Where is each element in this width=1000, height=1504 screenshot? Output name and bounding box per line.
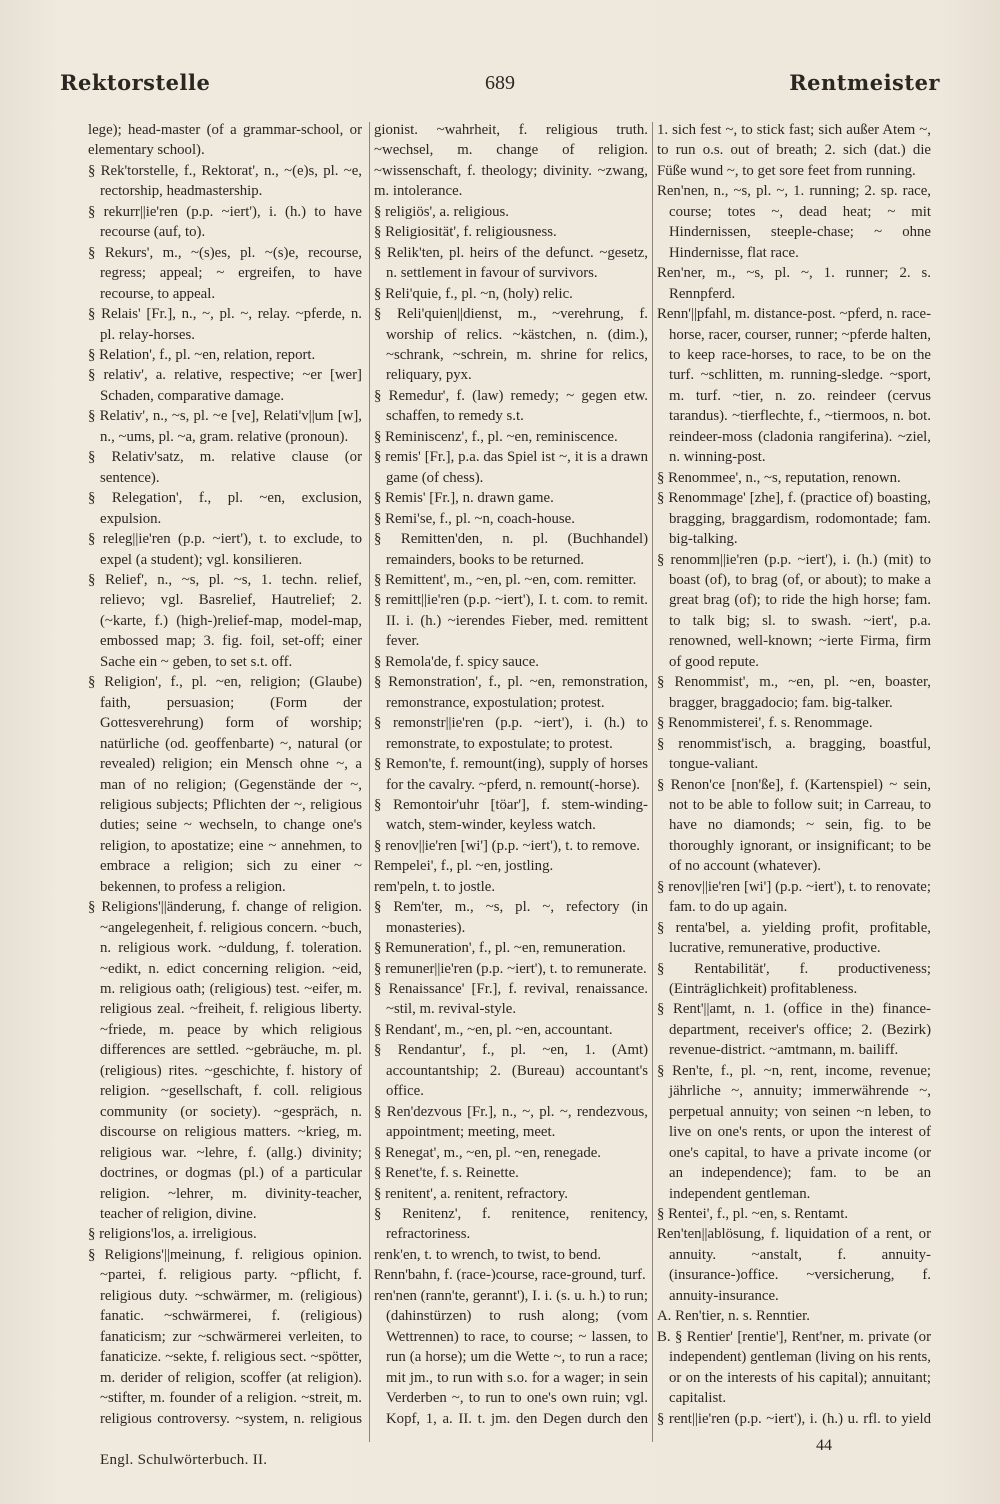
dictionary-entry: § remonstr||ie'ren (p.p. ~iert'), i. (h.) to remonstrate, to expostulate; to protest. [374,715,648,752]
dictionary-entry: § Religions'||änderung, f. change of religion. ~angelegenheit, f. religious concern. ~buch, n. religious work. ~duldung, f. toleration. ~edikt, n. edict concerning religion. ~eid, m. religious oath; (religious) test. ~eifer, m. religious zeal. ~freiheit, f. religious liberty. ~friede, m. peace by which religious differences are settled. ~gebräuche, m. pl. (religious) rites. ~geschichte, f. history of religion. ~gesellschaft, f. coll. religious community (or society). ~gespräch, n. discourse on religious matters. ~krieg, m. religious war. ~lehre, f. (allg.) divinity; doctrines, or dogmas (pl.) of a particular religion. ~lehrer, m. divinity-teacher, teacher of religion, divine. [88,899,362,1223]
dictionary-entry: § Rem'ter, m., ~s, pl. ~, refectory (in monasteries). [374,899,648,936]
dictionary-entry: § renitent', a. renitent, refractory. [374,1185,568,1202]
dictionary-entry: § Ren'te, f., pl. ~n, rent, income, revenue; jährliche ~, annuity; immerwährende ~, perpetual annuity; von seinen ~n leben, to live on one's rents, or upon the interest of one's capital, to have a private income (or an independence); fam. to be an independent gentleman. [657,1062,931,1202]
dictionary-entry: 1. sich fest ~, to stick fast; sich außer Atem ~, to run o.s. out of breath; 2. sich (dat.) die Füße wund ~, to get sore feet from running. [657,122,931,179]
dictionary-entry: renk'en, t. to wrench, to twist, to bend. [374,1246,602,1263]
dictionary-entry: § Rent'||amt, n. 1. (office in the) finance-department, receiver's office; 2. (Bezirk) revenue-district. ~amtmann, m. bailiff. [657,1001,931,1059]
dictionary-entry: § renov||ie'ren [wi'] (p.p. ~iert'), t. to renovate; fam. to do up again. [657,878,931,916]
dictionary-entry: § Renegat', m., ~en, pl. ~en, renegade. [374,1144,601,1161]
page-number: 689 [485,72,515,94]
dictionary-entry: § Remi'se, f., pl. ~n, coach-house. [374,510,575,527]
dictionary-entry: § Reli'quien||dienst, m., ~verehrung, f. worship of relics. ~kästchen, n. (dim.), ~schrank, ~schrein, m. shrine for relics, reliquary, pyx. [374,306,648,384]
dictionary-entry: § Rentabilität', f. productiveness; (Einträglichkeit) profitableness. [657,960,931,998]
dictionary-entry: § relativ', a. relative, respective; ~er [wer] Schaden, comparative damage. [88,367,362,404]
dictionary-entry: § Religion', f., pl. ~en, religion; (Glaube) faith, persuasion; (Form der Gottesverehrung) form of worship; natürliche (od. geoffenbarte) ~, natural (or revealed) religion; ein Mensch ohne ~, a man of no religion; (Gegenstände der ~, religious subjects; Pflichten der ~, religious duties; seine ~ wechseln, to change one's religion, to apostatize; eine ~ annehmen, to embrace a religion; sich zu einer ~ bekennen, to profess a religion. [88,674,362,895]
running-head-left: Rektorstelle [60,70,211,95]
dictionary-entry: § Rekurs', m., ~(s)es, pl. ~(s)e, recourse, regress; appeal; ~ ergreifen, to have recourse, to appeal. [88,244,362,302]
dictionary-entry: ren'nen (rann'te, gerannt'), I. i. (s. u. h.) to run; (dahinstürzen) to rush along; (vom Wettrennen) to race, to course; ~ lassen, to run (a horse); um die Wette ~, to run a race; mit jm., to run with s.o. for a wager; in sein Verderben ~, to run to one's own ruin; vgl. Kopf, 1, a. II. t. jm. den Degen durch den [374,1287,648,1427]
dictionary-entry: § Rentei', f., pl. ~en, s. Rentamt. [657,1206,849,1223]
dictionary-entry: § religions'los, a. irreligious. [88,1226,257,1243]
dictionary-entry: § Remon'te, f. remount(ing), supply of horses for the cavalry. ~pferd, n. remount(-horse). [374,756,648,793]
dictionary-entry: § remuner||ie'ren (p.p. ~iert'), t. to remunerate. [374,960,647,977]
column-1 [88,120,362,1430]
dictionary-entry: § Renitenz', f. renitence, renitency, refractoriness. [374,1206,648,1243]
dictionary-entry: lege); head-master (of a grammar-school, or elementary school). [88,122,362,159]
text-columns [88,120,940,1427]
dictionary-entry: § Remedur', f. (law) remedy; ~ gegen etw. schaffen, to remedy s.t. [374,387,648,425]
dictionary-entry: § Renommee', n., ~s, reputation, renown. [657,469,901,486]
dictionary-entry: § Relais' [Fr.], n., ~, pl. ~, relay. ~pferde, n. pl. relay-horses. [88,306,362,343]
running-head-right: Rentmeister [789,70,940,95]
dictionary-entry: § renomm||ie'ren (p.p. ~iert'), i. (h.) (mit) to boast (of), to brag (of, or about); to make a great brag (of); to ride the high horse; fam. to talk big; sl. to swash. ~iert', p.a. renowned, well-known; ~ierte Firma, firm of good repute. [657,551,931,670]
dictionary-entry: § rent||ie'ren (p.p. ~iert'), i. (h.) u. rfl. to yield [657,1410,931,1427]
dictionary-entry: § Remuneration', f., pl. ~en, remuneration. [374,940,626,957]
dictionary-entry: § Rek'torstelle, f., Rektorat', n., ~(e)s, pl. ~e, rectorship, headmastership. [88,162,362,200]
dictionary-entry: § renommist'isch, a. bragging, boastful, tongue-valiant. [657,735,931,773]
dictionary-entry: § Relegation', f., pl. ~en, exclusion, expulsion. [88,490,362,527]
dictionary-entry: § Remittent', m., ~en, pl. ~en, com. remitter. [374,571,637,588]
dictionary-entry: § Religions'||meinung, f. religious opinion. ~partei, f. religious party. ~pflicht, f. religious duty. ~schwärmer, m. (religious) fanatic. ~schwärmerei, f. (religious) fanaticism; zur ~schwärmerei verleiten, to fanaticize. ~sekte, f. religious sect. ~spötter, m. derider of religion, scoffer (at religion). ~stifter, m. founder of a religion. ~streit, m. religious controversy. ~system, n. religious [88,1246,362,1427]
dictionary-entry: § Reminiscenz', f., pl. ~en, reminiscence. [374,428,618,445]
dictionary-entry: § Renet'te, f. s. Reinette. [374,1165,519,1182]
dictionary-entry: § releg||ie'ren (p.p. ~iert'), t. to exclude, to expel (a student); vgl. konsilieren. [88,531,362,568]
dictionary-entry: § Remonstration', f., pl. ~en, remonstration, remonstrance, expostulation; protest. [374,674,648,711]
dictionary-entry: § Remola'de, f. spicy sauce. [374,653,539,670]
dictionary-entry: § Renommisterei', f. s. Renommage. [657,715,873,732]
dictionary-entry: § Rendantur', f., pl. ~en, 1. (Amt) accountantship; 2. (Bureau) accountant's office. [374,1042,648,1100]
dictionary-entry: B. § Rentier' [rentie'], Rent'ner, m. private (or independent) gentleman (living on his rents, or on the interests of his capital); annuitant; capitalist. [657,1328,931,1407]
dictionary-entry: § Reli'quie, f., pl. ~n, (holy) relic. [374,285,573,302]
dictionary-entry: § renta'bel, a. yielding profit, profitable, lucrative, remunerative, productive. [657,919,931,957]
dictionary-entry: § Relativ', n., ~s, pl. ~e [ve], Relati'v||um [w], n., ~ums, pl. ~a, gram. relative (pronoun). [88,408,362,445]
dictionary-entry: Renn'||pfahl, m. distance-post. ~pferd, n. race-horse, racer, courser, runner; ~pferde halten, to keep race-horses, to race, to be on the turf. ~schlitten, m. running-sledge. ~sport, m. turf. ~tier, n. zo. reindeer (cervus tarandus). ~tierflechte, f., ~tiermoos, n. bot. reindeer-moss (cladonia rangiferina). ~ziel, n. winning-post. [657,306,931,466]
dictionary-entry: Renn'bahn, f. (race-)course, race-ground, turf. [374,1267,646,1284]
dictionary-entry: § Relation', f., pl. ~en, relation, report. [88,346,316,363]
dictionary-entry: Ren'ner, m., ~s, pl. ~, 1. runner; 2. s. Rennpferd. [657,265,931,302]
dictionary-entry: § remis' [Fr.], p.a. das Spiel ist ~, it is a drawn game (of chess). [374,449,648,486]
dictionary-entry: § Renon'ce [non'ße], f. (Kartenspiel) ~ sein, not to be able to follow suit; in Carreau, to have no diamonds; ~ sein, fig. to be thoroughly ignorant, or insignificant; to be of no account (whatever). [657,776,931,875]
dictionary-entry: § remitt||ie'ren (p.p. ~iert'), I. t. com. to remit. II. i. (h.) ~ierendes Fieber, med. remittent fever. [374,592,648,650]
running-head [60,70,940,110]
dictionary-entry: § Religiosität', f. religiousness. [374,224,557,241]
dictionary-entry: rem'peln, t. to jostle. [374,878,496,895]
footer-sheet-number: 44 [816,1437,832,1454]
footer-signature: Engl. Schulwörterbuch. II. [100,1452,268,1468]
dictionary-entry: § Renommist', m., ~en, pl. ~en, boaster, bragger, braggadocio; fam. big-talker. [657,674,931,711]
dictionary-entry: § Renommage' [zhe], f. (practice of) boasting, bragging, braggardism, rodomontade; fam. big-talking. [657,490,931,548]
dictionary-entry: § Renaissance' [Fr.], f. revival, renaissance. ~stil, m. revival-style. [374,981,648,1018]
column-3 [657,120,931,1430]
dictionary-entry: § Relik'ten, pl. heirs of the defunct. ~gesetz, n. settlement in favour of survivors. [374,244,648,282]
dictionary-entry: § rekurr||ie'ren (p.p. ~iert'), i. (h.) to have recourse (auf, to). [88,203,362,241]
dictionary-entry: Ren'nen, n., ~s, pl. ~, 1. running; 2. sp. race, course; totes ~, dead heat; ~ mit Hindernissen, steeple-chase; ~ ohne Hindernisse, flat race. [657,183,931,261]
dictionary-entry: § Remontoir'uhr [töar'], f. stem-winding-watch, stem-winder, keyless watch. [374,796,648,834]
dictionary-entry: § renov||ie'ren [wi'] (p.p. ~iert'), t. to remove. [374,837,640,854]
dictionary-entry: § Ren'dezvous [Fr.], n., ~, pl. ~, rendezvous, appointment; meeting, meet. [374,1103,648,1141]
dictionary-entry: § Relief', n., ~s, pl. ~s, 1. techn. relief, relievo; vgl. Basrelief, Hautrelief; 2. (~karte, f.) (high-)relief-map, model-map, embossed map; 3. fig. foil, set-off; einer Sache ein ~ geben, to set s.t. off. [88,571,362,670]
dictionary-entry: § Remitten'den, n. pl. (Buchhandel) remainders, books to be returned. [374,531,648,568]
dictionary-entry: § Relativ'satz, m. relative clause (or sentence). [88,449,362,486]
dictionary-entry: gionist. ~wahrheit, f. religious truth. ~wechsel, m. change of religion. ~wissenschaft, f. theology; divinity. ~zwang, m. intolerance. [374,122,648,200]
dictionary-entry: Rempelei', f., pl. ~en, jostling. [374,858,554,875]
dictionary-entry: Ren'ten||ablösung, f. liquidation of a rent, or annuity. ~anstalt, f. annuity-(insurance-)office. ~versicherung, f. annuity-insurance. [657,1226,931,1304]
dictionary-entry: § religiös', a. religious. [374,203,509,220]
column-2 [374,120,648,1430]
dictionary-entry: A. Ren'tier, n. s. Renntier. [657,1308,810,1325]
dictionary-entry: § Remis' [Fr.], n. drawn game. [374,490,554,507]
dictionary-entry: § Rendant', m., ~en, pl. ~en, accountant. [374,1021,613,1038]
